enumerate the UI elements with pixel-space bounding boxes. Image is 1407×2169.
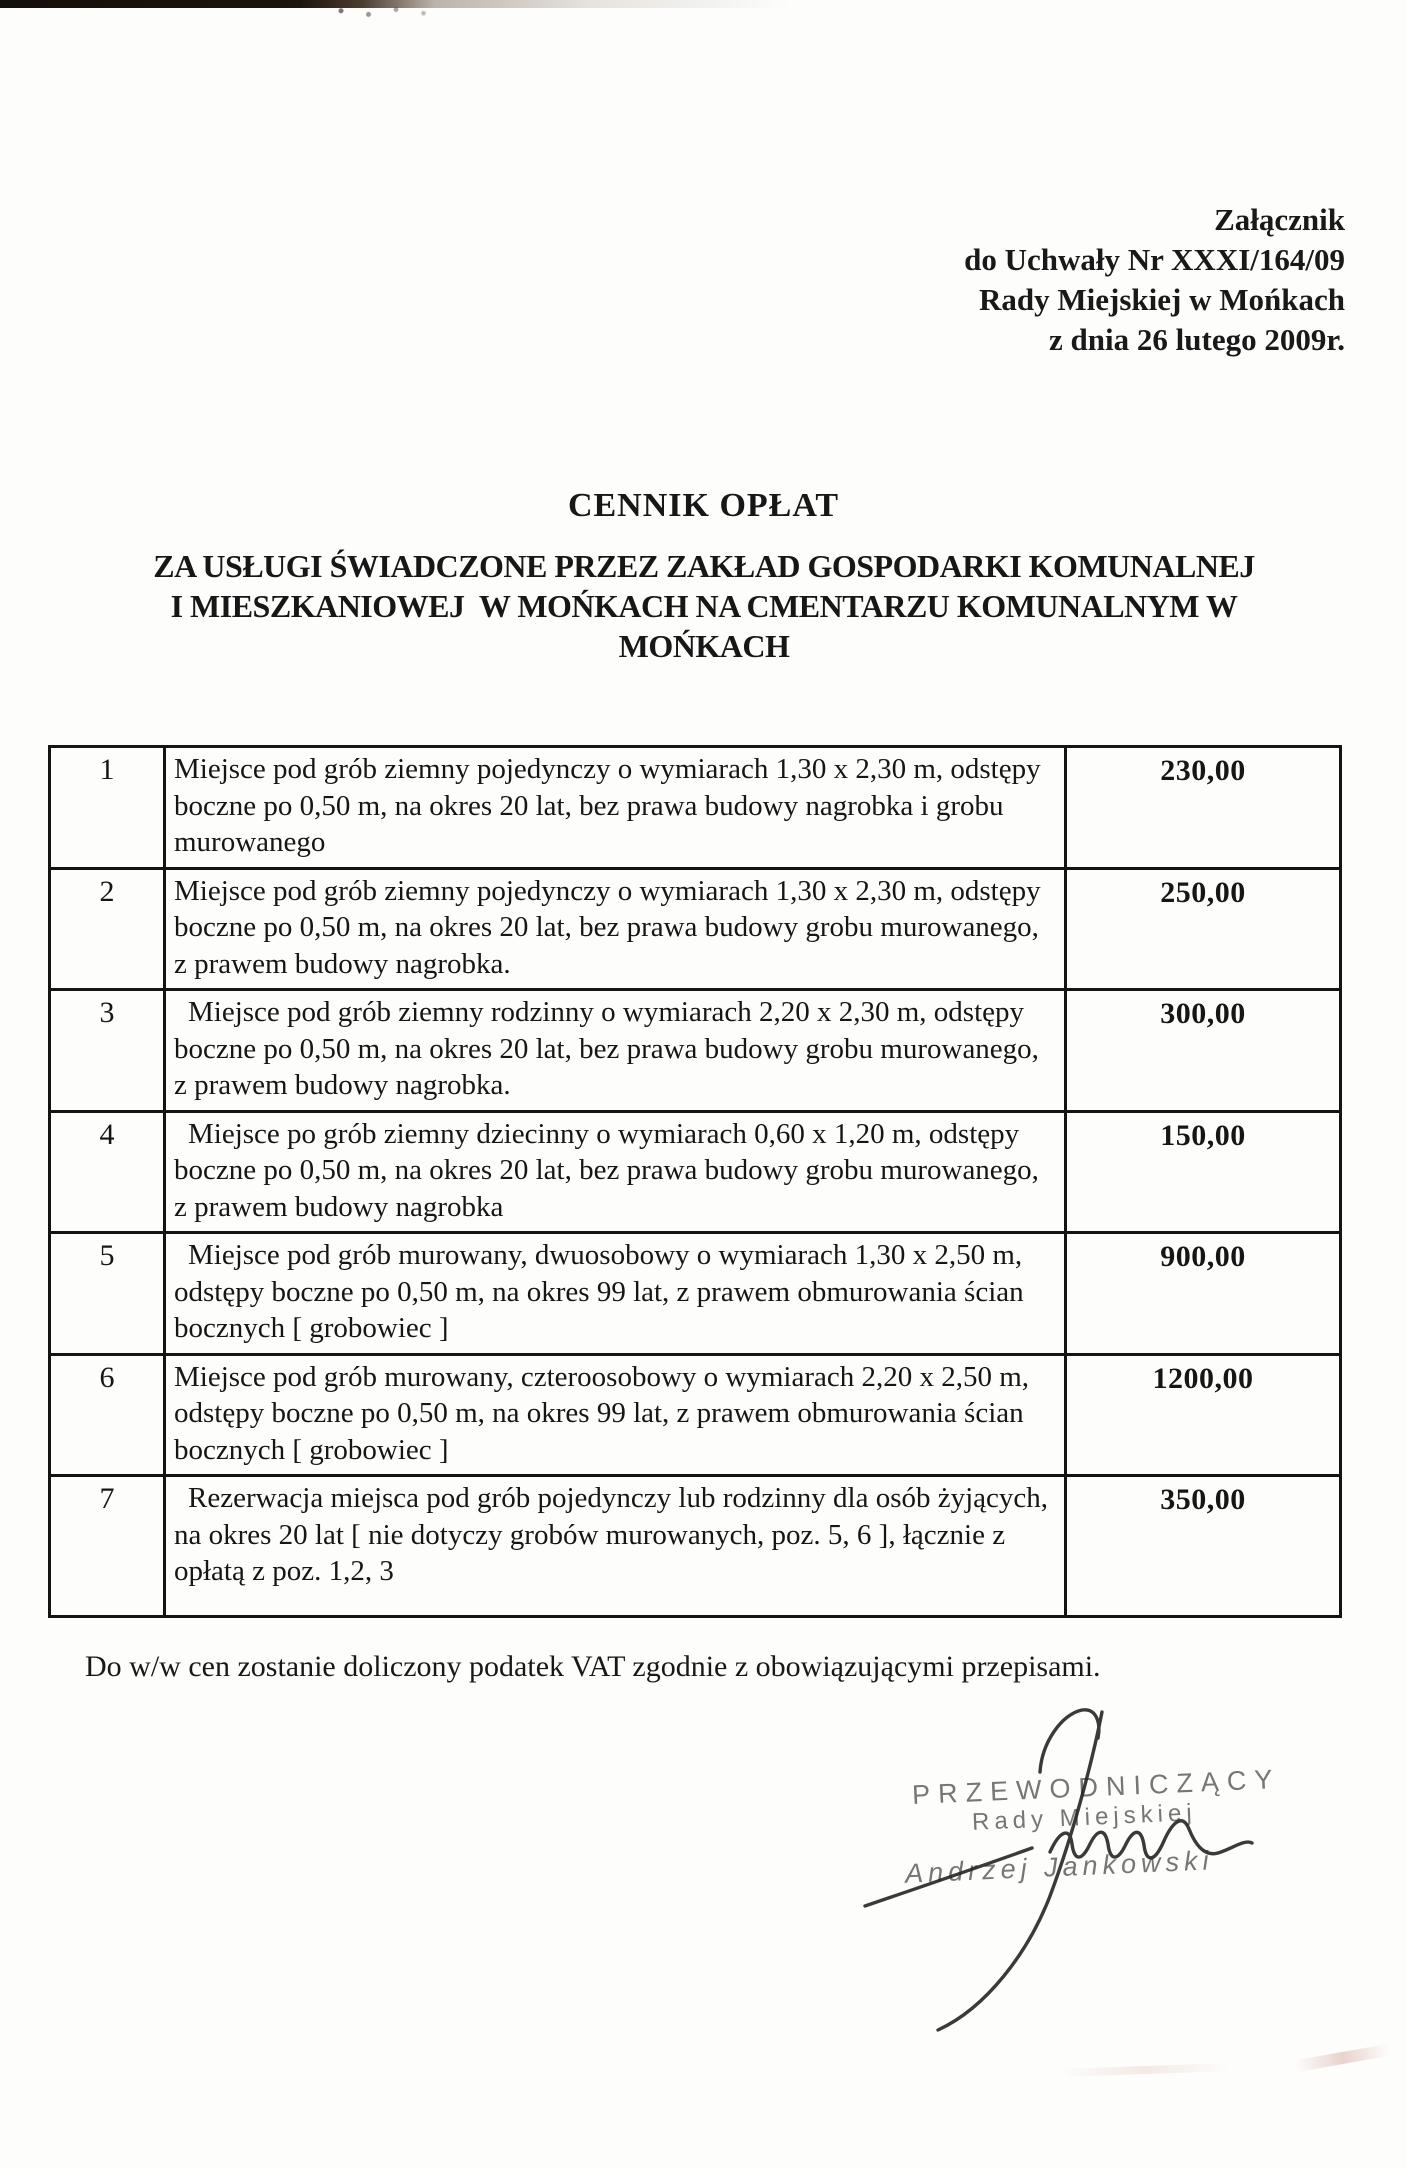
table-row xyxy=(51,1110,1339,1232)
row-number-cell: 7 xyxy=(51,1477,166,1615)
row-description-cell: Miejsce pod grób murowany, dwuosobowy o wymiarach 1,30 x 2,50 m, odstępy boczne po 0,50 m, na okres 99 lat, z prawem obmurowania ścian bocznych [ grobowiec ] xyxy=(166,1234,1067,1353)
row-description-cell: Miejsce pod grób murowany, czteroosobowy o wymiarach 2,20 x 2,50 m, odstępy boczne po 0,50 m, na okres 99 lat, z prawem obmurowania ścian bocznych [ grobowiec ] xyxy=(166,1356,1067,1475)
table-row xyxy=(51,1353,1339,1475)
attachment-header xyxy=(964,200,1345,360)
row-number-cell: 3 xyxy=(51,991,166,1110)
fee-table xyxy=(48,745,1342,1618)
resolution-number: do Uchwały Nr XXXI/164/09 xyxy=(964,242,1345,277)
council-name: Rady Miejskiej w Mońkach xyxy=(979,282,1345,317)
vat-note: Do w/w cen zostanie doliczony podatek VAT zgodnie z obowiązującymi przepisami. xyxy=(85,1650,1101,1683)
row-price-cell: 250,00 xyxy=(1160,875,1246,909)
table-row xyxy=(51,988,1339,1110)
subtitle-line-2: I MIESZKANIOWEJ W MOŃKACH NA CMENTARZU KOMUNALNYM W xyxy=(170,588,1238,624)
stamp-org-text: Rady Miejskiej xyxy=(971,1799,1198,1836)
handwritten-signature xyxy=(850,1700,1330,2045)
row-description-cell: Rezerwacja miejsca pod grób pojedynczy lub rodzinny dla osób żyjących, na okres 20 lat [ nie dotyczy grobów murowanych, poz. 5, 6 ], łącznie z opłatą z poz. 1,2, 3 xyxy=(166,1477,1067,1615)
table-row xyxy=(51,867,1339,989)
row-description-cell: Miejsce pod grób ziemny rodzinny o wymiarach 2,20 x 2,30 m, odstępy boczne po 0,50 m, na okres 20 lat, bez prawa budowy grobu murowanego, z prawem budowy nagrobka. xyxy=(166,991,1067,1110)
attachment-label: Załącznik xyxy=(1214,202,1345,237)
subtitle-line-3: MOŃKACH xyxy=(618,628,790,664)
table-row xyxy=(51,1231,1339,1353)
row-price-cell: 150,00 xyxy=(1160,1118,1246,1152)
signature-block xyxy=(850,1700,1330,2045)
page-title: CENNIK OPŁAT xyxy=(567,487,840,524)
scan-artifact-specks xyxy=(330,6,440,18)
subtitle-line-1: ZA USŁUGI ŚWIADCZONE PRZEZ ZAKŁAD GOSPODARKI KOMUNALNEJ xyxy=(153,548,1255,584)
resolution-date: z dnia 26 lutego 2009r. xyxy=(1049,322,1345,357)
row-number-cell: 4 xyxy=(51,1113,166,1232)
row-price-cell: 1200,00 xyxy=(1152,1361,1254,1395)
row-price-cell: 300,00 xyxy=(1160,997,1246,1030)
row-description-cell: Miejsce po grób ziemny dziecinny o wymiarach 0,60 x 1,20 m, odstępy boczne po 0,50 m, na okres 20 lat, bez prawa budowy grobu murowanego, z prawem budowy nagrobka xyxy=(166,1113,1067,1232)
row-number-cell: 6 xyxy=(51,1356,166,1475)
row-number-cell: 5 xyxy=(51,1234,166,1353)
page-subtitle xyxy=(64,546,1344,666)
stamp-role-text: PRZEWODNICZĄCY xyxy=(911,1763,1281,1811)
scan-artifact-smudge xyxy=(1295,2044,1391,2072)
row-description-cell: Miejsce pod grób ziemny pojedynczy o wymiarach 1,30 x 2,30 m, odstępy boczne po 0,50 m, na okres 20 lat, bez prawa budowy grobu murowanego, z prawem budowy nagrobka. xyxy=(166,870,1067,989)
table-row xyxy=(51,1474,1339,1615)
stamp-name-text: Andrzej Jankowski xyxy=(904,1845,1215,1889)
row-number-cell: 2 xyxy=(51,870,166,989)
row-price-cell: 230,00 xyxy=(1160,754,1246,787)
row-number-cell: 1 xyxy=(51,748,166,867)
row-price-cell: 350,00 xyxy=(1160,1483,1246,1516)
table-row xyxy=(51,748,1339,867)
row-price-cell: 900,00 xyxy=(1160,1240,1246,1273)
scan-artifact-smudge xyxy=(1060,2063,1230,2077)
row-description-cell: Miejsce pod grób ziemny pojedynczy o wymiarach 1,30 x 2,30 m, odstępy boczne po 0,50 m, na okres 20 lat, bez prawa budowy nagrobka i grobu murowanego xyxy=(166,748,1067,867)
